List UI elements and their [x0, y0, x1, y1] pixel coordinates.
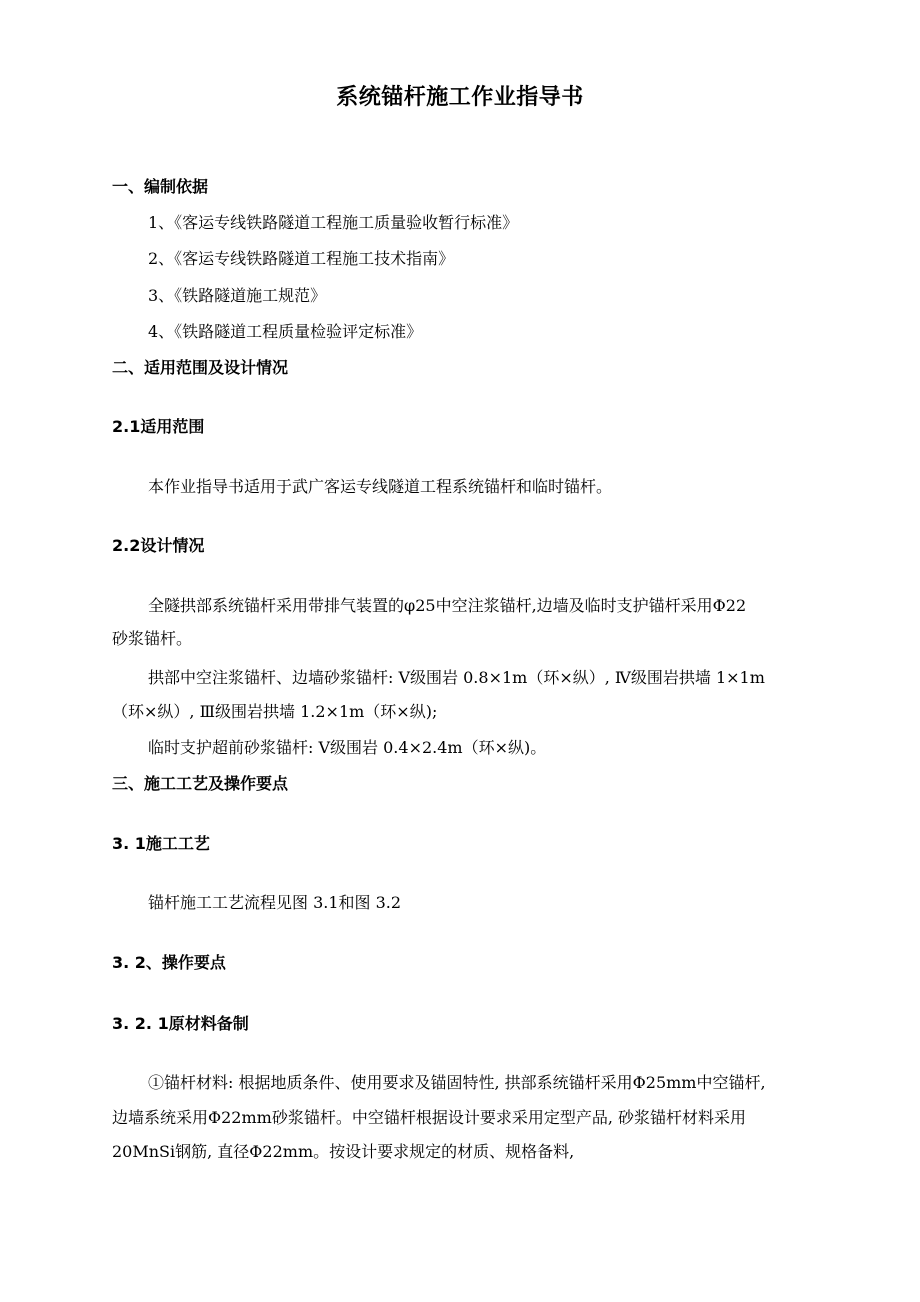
design-paragraph-2-line-2: （环×纵）, Ⅲ级围岩拱墙 1.2×1m（环×纵); — [112, 702, 438, 721]
section-2-1-heading: 2.1适用范围 — [112, 417, 205, 436]
reference-item-4: 4、《铁路隧道工程质量检验评定标准》 — [148, 322, 423, 341]
design-paragraph-2-line-1: 拱部中空注浆锚杆、边墙砂浆锚杆: Ⅴ级围岩 0.8×1m（环×纵）, Ⅳ级围岩拱墙 1×1m — [148, 668, 765, 687]
design-paragraph-1-line-2: 砂浆锚杆。 — [112, 629, 193, 648]
materials-line-3: 20MnSi钢筋, 直径Φ22mm。按设计要求规定的材质、规格备料, — [112, 1142, 575, 1161]
section-3-2-1-heading: 3. 2. 1原材料备制 — [112, 1014, 249, 1033]
materials-line-1: ①锚杆材料: 根据地质条件、使用要求及锚固特性, 拱部系统锚杆采用Φ25mm中空锚杆, — [148, 1073, 766, 1092]
reference-item-1: 1、《客运专线铁路隧道工程施工质量验收暂行标准》 — [148, 213, 519, 232]
section-3-2-heading: 3. 2、操作要点 — [112, 953, 226, 972]
document-title: 系统锚杆施工作业指导书 — [336, 85, 584, 110]
materials-line-2: 边墙系统采用Φ22mm砂浆锚杆。中空锚杆根据设计要求采用定型产品, 砂浆锚杆材料采用 — [112, 1108, 746, 1127]
design-paragraph-3: 临时支护超前砂浆锚杆: Ⅴ级围岩 0.4×2.4m（环×纵)。 — [148, 738, 547, 757]
section-3-1-text: 锚杆施工工艺流程见图 3.1和图 3.2 — [148, 893, 402, 912]
section-2-1-text: 本作业指导书适用于武广客运专线隧道工程系统锚杆和临时锚杆。 — [148, 477, 613, 496]
section-3-heading: 三、施工工艺及操作要点 — [112, 774, 289, 793]
reference-item-3: 3、《铁路隧道施工规范》 — [148, 286, 327, 305]
section-1-heading: 一、编制依据 — [112, 177, 209, 196]
design-paragraph-1-line-1: 全隧拱部系统锚杆采用带排气装置的φ25中空注浆锚杆,边墙及临时支护锚杆采用Φ22 — [148, 596, 747, 615]
section-3-1-heading: 3. 1施工工艺 — [112, 834, 210, 853]
reference-item-2: 2、《客运专线铁路隧道工程施工技术指南》 — [148, 249, 455, 268]
section-2-heading: 二、适用范围及设计情况 — [112, 358, 289, 377]
section-2-2-heading: 2.2设计情况 — [112, 536, 205, 555]
